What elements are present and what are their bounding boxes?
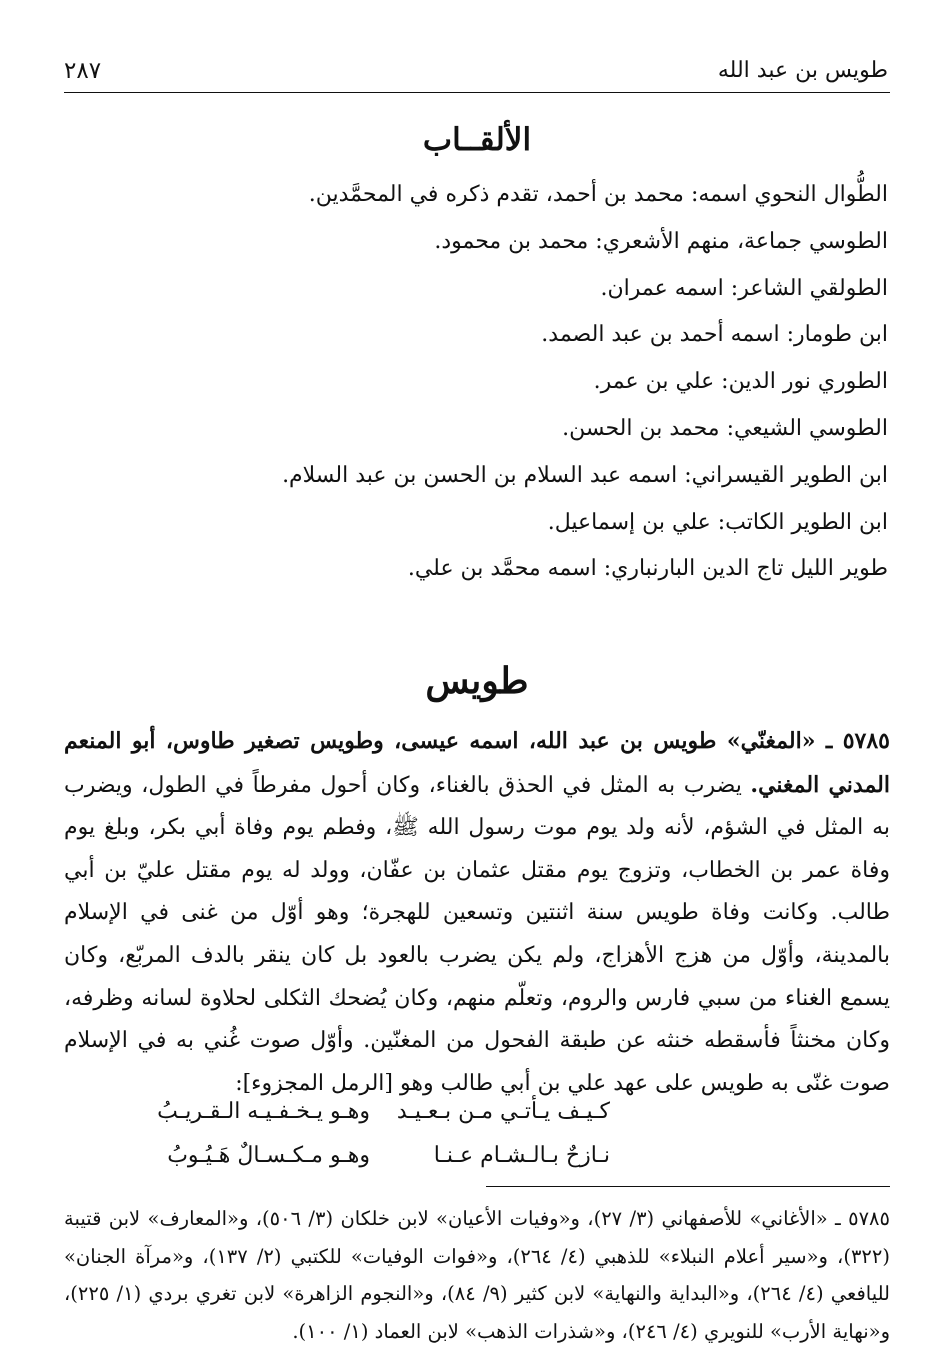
footnote-divider [486,1186,890,1187]
alqab-list [64,172,888,593]
book-page [64,48,891,1343]
alqab-entry: ابن طومار: اسمه أحمد بن عبد الصمد. [541,322,888,348]
alqab-entry: الطوسي الشيعي: محمد بن الحسن. [562,415,888,441]
poem-verses [64,1090,890,1178]
running-title: طويس بن عبد الله [717,58,888,83]
entry-lead: ٥٧٨٥ ـ «المغنّي» طويس بن عبد الله، اسمه عيسى، وطويس تصغير طاوس، أبو المنعم المدني المغني. [64,728,891,798]
alqab-entry: الطوري نور الدين: علي بن عمر. [593,369,888,395]
verse-line [64,1134,890,1178]
alqab-entry: الطوسي جماعة، منهم الأشعري: محمد بن محمود. [434,228,888,254]
page-number: ٢٨٧ [64,58,102,84]
verse-second-hemistich: وهـو مـكـسـالٌ هَـيُـوبُ [167,1143,370,1168]
section-heading-alqab: الألقــاب [422,122,532,158]
alqab-entry: طوير الليل تاج الدين البارنباري: اسمه محمَّد بن علي. [407,556,888,582]
alqab-entry: الطولقي الشاعر: اسمه عمران. [600,275,888,301]
verse-first-hemistich: كـيـف يـأتـي مـن بـعـيـد [396,1099,610,1124]
alqab-entry: ابن الطوير الكاتب: علي بن إسماعيل. [547,509,888,535]
verse-first-hemistich: نـازحٌ بـالـشـام عـنـا [433,1143,610,1168]
biography-entry [64,720,890,1105]
running-header [64,48,890,93]
verse-second-hemistich: وهـو يـخـفـيـه الـقـريـبُ [157,1099,370,1124]
verse-line [64,1090,890,1134]
section-heading-tawis: طويس [425,660,529,702]
entry-body: يضرب به المثل في الحذق بالغناء، وكان أحول مفرطاً في الطول، ويضرب به المثل في الشؤم، لأنه ولد يوم موت رسول الله ﷺ، وفطم يوم وفاة أبي بكر، وبلغ يوم وفاة عمر بن الخطاب، وتزوج يوم مقتل عثمان بن عفّان، وولد له يوم مقتل عليّ بن أبي طالب. وكانت وفاة طويس سنة اثنتين وتسعين للهجرة؛ وهو أوّل من غنى في الإسلام بالمدينة، وأوّل من هزج الأهزاج، ولم يكن يضرب بالعود بل كان ينقر بالدف المربّع، وكان يسمع الغناء من سبي فارس والروم، وتعلّم منهم، وكان يُضحك الثكلى لحلاوة لسانه وظرفه، وكان مخنثاً فأسقطه خنثه عن طبقة الفحول من المغنّين. وأوّل صوت غُني به في الإسلام صوت غنّى به طويس على عهد علي بن أبي طالب وهو [الرمل المجزوء]: [64,772,890,1096]
footnote: ٥٧٨٥ ـ «الأغاني» للأصفهاني (٣/ ٢٧)، و«وفيات الأعيان» لابن خلكان (٣/ ٥٠٦)، و«المعارف» لابن قتيبة (٣٢٢)، و«سير أعلام النبلاء» للذهبي (٤/ ٢٦٤)، و«فوات الوفيات» للكتبي (٢/ ١٣٧)، و«مرآة الجنان» لليافعي (٤/ ٢٦٤)، و«البداية والنهاية» لابن كثير (٩/ ٨٤)، و«النجوم الزاهرة» لابن تغري بردي (١/ ٢٢٥)، و«نهاية الأرب» للنويري (٤/ ٢٤٦)، و«شذرات الذهب» لابن العماد (١/ ١٠٠). [64,1207,890,1343]
alqab-entry: الطُّوال النحوي اسمه: محمد بن أحمد، تقدم ذكره في المحمَّدين. [308,182,888,207]
alqab-entry: ابن الطوير القيسراني: اسمه عبد السلام بن الحسن بن عبد السلام. [282,462,888,488]
